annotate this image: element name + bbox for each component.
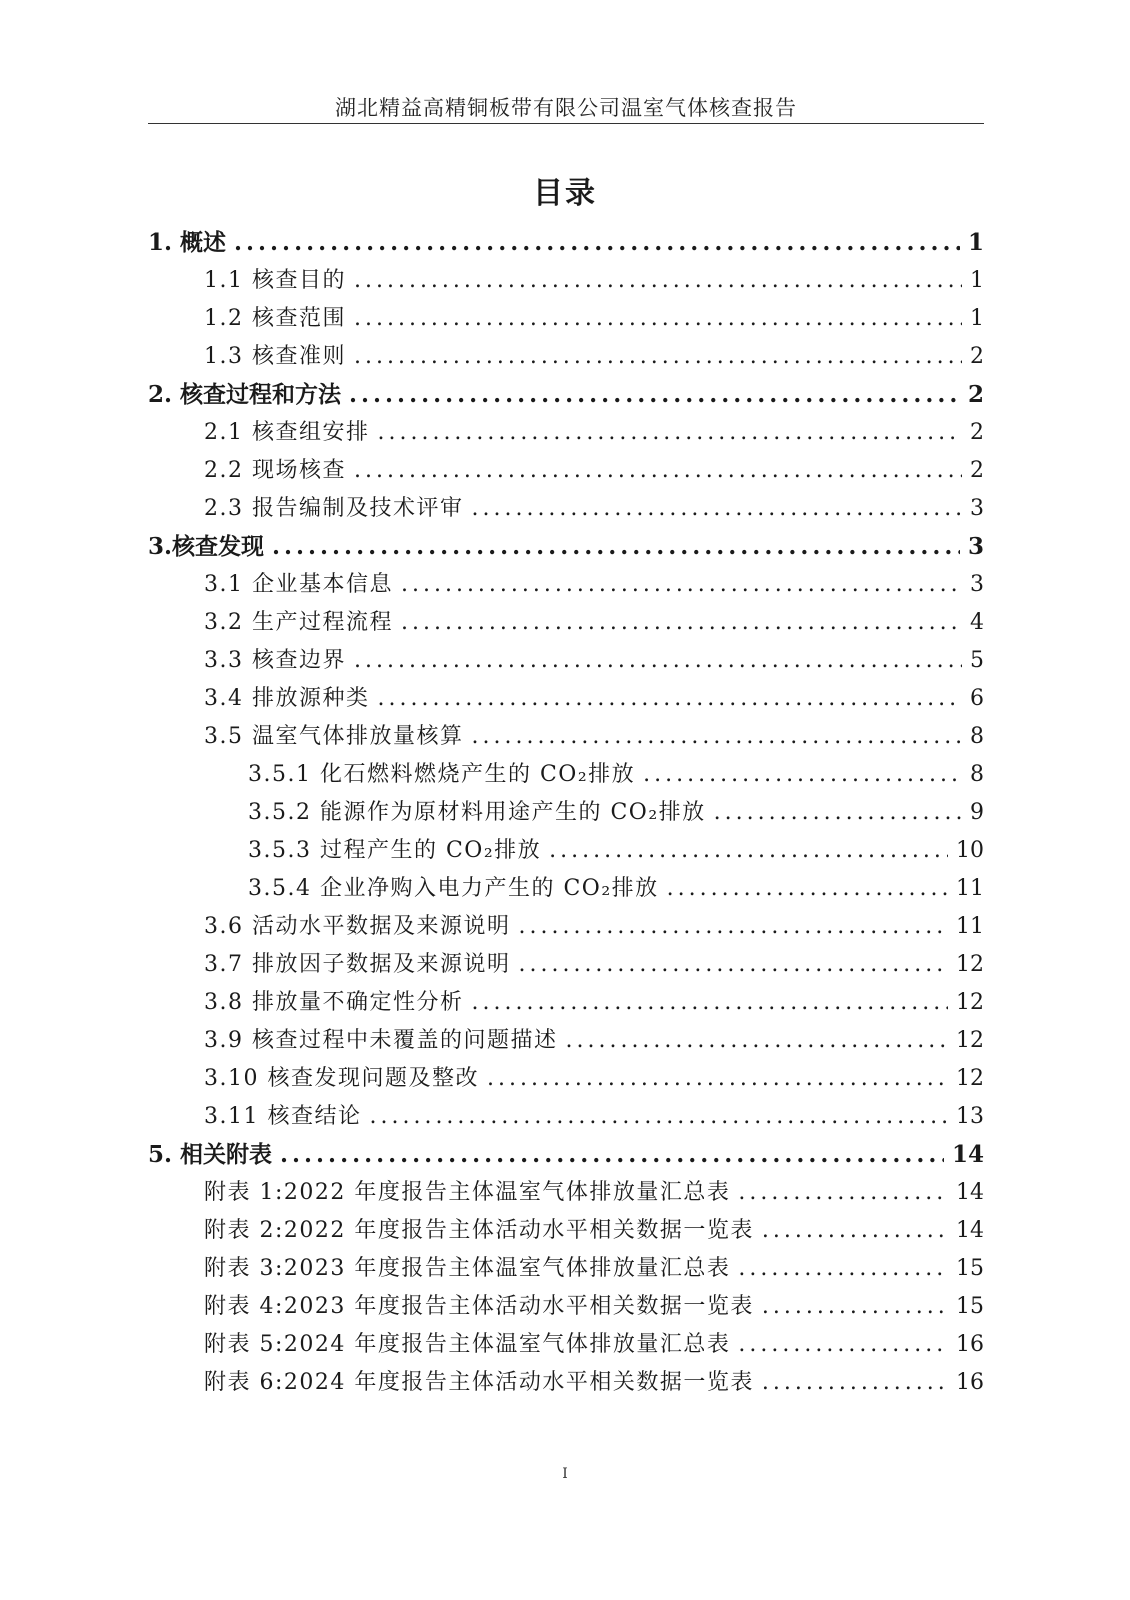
dot-leader (369, 1098, 948, 1136)
toc-entry-page: 2 (970, 458, 984, 483)
toc-entry[interactable] (148, 642, 984, 680)
toc-entry-label: 3.5.2 能源作为原材料用途产生的 CO₂排放 (248, 800, 706, 825)
toc-entry-page: 5 (970, 648, 984, 673)
toc-entry[interactable] (148, 1022, 984, 1060)
toc-entry-page: 14 (951, 1141, 984, 1168)
toc-entry-page: 8 (970, 724, 984, 749)
toc-entry[interactable] (148, 794, 984, 832)
toc-entry-page: 10 (956, 838, 984, 863)
toc-entry[interactable] (148, 604, 984, 642)
toc-entry-label: 附表 4:2023 年度报告主体活动水平相关数据一览表 (204, 1294, 754, 1319)
dot-leader (643, 756, 962, 794)
dot-leader (565, 1022, 948, 1060)
dot-leader (377, 414, 962, 452)
toc-entry-page: 2 (970, 420, 984, 445)
toc-entry[interactable] (148, 756, 984, 794)
toc-entry-label: 3.11 核查结论 (204, 1104, 362, 1129)
dot-leader (354, 642, 962, 680)
toc-title: 目录 (533, 176, 597, 211)
toc-entry-page: 12 (956, 990, 984, 1015)
toc-entry[interactable] (148, 908, 984, 946)
toc-entry-label: 5. 相关附表 (148, 1141, 273, 1168)
toc-entry[interactable] (148, 1250, 984, 1288)
toc-entry-label: 1.1 核查目的 (204, 268, 346, 293)
toc-entry-label: 3.核查发现 (148, 533, 265, 560)
toc-entry-label: 3.1 企业基本信息 (204, 572, 393, 597)
dot-leader (471, 984, 948, 1022)
toc-entry-page: 16 (956, 1370, 984, 1395)
toc-entry-page: 1 (967, 229, 984, 256)
dot-leader (377, 680, 962, 718)
toc-entry-page: 2 (967, 381, 984, 408)
dot-leader (354, 300, 962, 338)
toc-entry-label: 附表 3:2023 年度报告主体温室气体排放量汇总表 (204, 1256, 731, 1281)
dot-leader (234, 224, 960, 262)
toc-entry-page: 13 (956, 1104, 984, 1129)
toc-entry-label: 3.7 排放因子数据及来源说明 (204, 952, 511, 977)
toc-entry[interactable] (148, 452, 984, 490)
toc-entry[interactable] (148, 946, 984, 984)
toc-entry[interactable] (148, 1364, 984, 1402)
toc-entry-page: 16 (956, 1332, 984, 1357)
toc-entry-page: 8 (970, 762, 984, 787)
toc-entry-page: 15 (956, 1256, 984, 1281)
toc-entry-page: 6 (970, 686, 984, 711)
toc-entry-page: 14 (956, 1180, 984, 1205)
page-number: I (562, 1466, 568, 1482)
toc-entry-page: 1 (970, 268, 984, 293)
dot-leader (738, 1326, 948, 1364)
toc-entry-label: 3.6 活动水平数据及来源说明 (204, 914, 511, 939)
toc-entry-label: 附表 2:2022 年度报告主体活动水平相关数据一览表 (204, 1218, 754, 1243)
toc-entry-label: 2.2 现场核查 (204, 458, 346, 483)
toc-entry[interactable] (148, 490, 984, 528)
toc-entry-page: 1 (970, 306, 984, 331)
toc-entry-label: 1.2 核查范围 (204, 306, 346, 331)
toc-entry[interactable] (148, 262, 984, 300)
dot-leader (518, 946, 948, 984)
toc-entry-label: 3.5 温室气体排放量核算 (204, 724, 464, 749)
dot-leader (487, 1060, 948, 1098)
dot-leader (471, 490, 962, 528)
dot-leader (518, 908, 948, 946)
toc-entry[interactable] (148, 1174, 984, 1212)
dot-leader (354, 452, 962, 490)
toc-entry-label: 3.3 核查边界 (204, 648, 346, 673)
toc-entry[interactable] (148, 680, 984, 718)
toc-entry[interactable] (148, 414, 984, 452)
toc-entry[interactable] (148, 300, 984, 338)
dot-leader (354, 262, 962, 300)
toc-entry[interactable] (148, 1326, 984, 1364)
toc-entry[interactable] (148, 224, 984, 262)
toc-entry-label: 1. 概述 (148, 229, 227, 256)
header-divider (148, 123, 984, 124)
toc-entry-label: 1.3 核查准则 (204, 344, 346, 369)
toc-entry-page: 3 (967, 533, 984, 560)
toc-entry-label: 3.5.3 过程产生的 CO₂排放 (248, 838, 542, 863)
dot-leader (401, 566, 962, 604)
toc-entry-label: 3.4 排放源种类 (204, 686, 370, 711)
toc-entry-page: 4 (970, 610, 984, 635)
dot-leader (738, 1174, 948, 1212)
toc-entry-label: 附表 5:2024 年度报告主体温室气体排放量汇总表 (204, 1332, 731, 1357)
toc-entry[interactable] (148, 1288, 984, 1326)
toc-entry[interactable] (148, 566, 984, 604)
running-header: 湖北精益高精铜板带有限公司温室气体核查报告 (335, 96, 797, 120)
toc-entry-label: 附表 6:2024 年度报告主体活动水平相关数据一览表 (204, 1370, 754, 1395)
toc-entry[interactable] (148, 832, 984, 870)
dot-leader (762, 1288, 948, 1326)
dot-leader (714, 794, 962, 832)
toc-entry[interactable] (148, 1136, 984, 1174)
toc-entry[interactable] (148, 718, 984, 756)
toc-entry-page: 15 (956, 1294, 984, 1319)
toc-entry[interactable] (148, 870, 984, 908)
toc-entry-page: 11 (956, 876, 984, 901)
dot-leader (471, 718, 962, 756)
toc-entry[interactable] (148, 1212, 984, 1250)
toc-entry-label: 3.2 生产过程流程 (204, 610, 393, 635)
toc-entry-page: 12 (956, 1066, 984, 1091)
dot-leader (549, 832, 948, 870)
toc-entry[interactable] (148, 528, 984, 566)
toc-entry-page: 3 (970, 572, 984, 597)
dot-leader (280, 1136, 944, 1174)
toc-entry-label: 2. 核查过程和方法 (148, 381, 342, 408)
toc-entry-label: 3.8 排放量不确定性分析 (204, 990, 464, 1015)
toc-entry-label: 附表 1:2022 年度报告主体温室气体排放量汇总表 (204, 1180, 731, 1205)
dot-leader (762, 1364, 948, 1402)
toc-entry-label: 3.9 核查过程中未覆盖的问题描述 (204, 1028, 558, 1053)
toc-entry[interactable] (148, 376, 984, 414)
toc-entry-page: 11 (956, 914, 984, 939)
toc-entry[interactable] (148, 984, 984, 1022)
toc-entry-label: 3.10 核查发现问题及整改 (204, 1066, 479, 1091)
toc-entry-label: 2.1 核查组安排 (204, 420, 370, 445)
toc-entry[interactable] (148, 1060, 984, 1098)
toc-entry[interactable] (148, 1098, 984, 1136)
dot-leader (762, 1212, 948, 1250)
dot-leader (667, 870, 948, 908)
toc-entry[interactable] (148, 338, 984, 376)
toc-entry-page: 14 (956, 1218, 984, 1243)
toc-entry-label: 2.3 报告编制及技术评审 (204, 496, 464, 521)
toc-entry-label: 3.5.1 化石燃料燃烧产生的 CO₂排放 (248, 762, 636, 787)
toc-entry-page: 2 (970, 344, 984, 369)
dot-leader (349, 376, 960, 414)
dot-leader (738, 1250, 948, 1288)
dot-leader (272, 528, 960, 566)
dot-leader (354, 338, 962, 376)
toc-entry-page: 9 (970, 800, 984, 825)
toc-entry-label: 3.5.4 企业净购入电力产生的 CO₂排放 (248, 876, 659, 901)
toc-entry-page: 3 (970, 496, 984, 521)
toc-entry-page: 12 (956, 1028, 984, 1053)
table-of-contents (148, 224, 984, 1402)
dot-leader (401, 604, 962, 642)
toc-entry-page: 12 (956, 952, 984, 977)
